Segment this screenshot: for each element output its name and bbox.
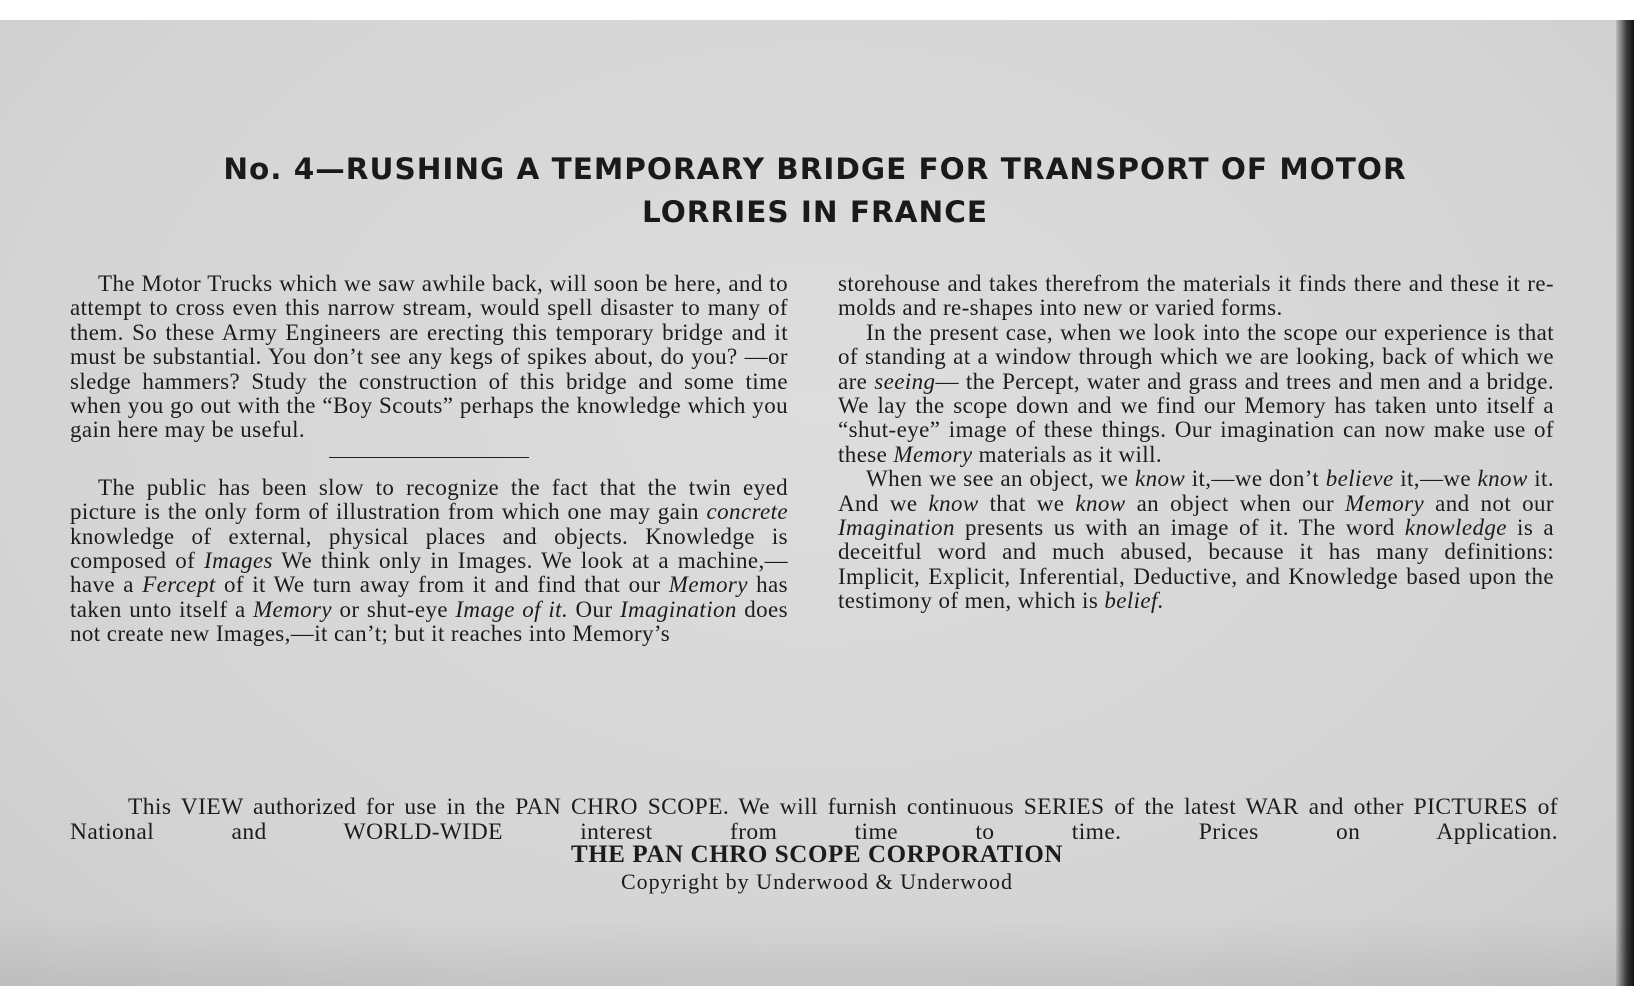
italic-term: Memory: [1345, 490, 1425, 516]
text-run: presents us with an image of it. The word: [954, 515, 1405, 541]
right-paragraph-2: [838, 321, 1554, 467]
text-run: When we see an object, we: [866, 466, 1135, 492]
italic-term: know: [928, 490, 979, 516]
italic-term: knowledge: [1404, 515, 1507, 541]
text-run: has taken unto itself a: [70, 572, 788, 622]
text-run: knowledge of external, physical places and objects. Knowledge is composed of: [70, 523, 788, 574]
authorization-notice: This VIEW authorized for use in the PAN CHRO SCOPE. We will furnish continuous SERIES of the latest WAR and other PICTURES of National and WORLD-WIDE interest from time to time. Prices on Application.: [70, 794, 1558, 845]
text-run: an object when our: [1125, 490, 1346, 516]
text-run: it,—we: [1393, 466, 1478, 492]
italic-term: Memory: [668, 572, 748, 598]
italic-term: Image of it.: [455, 596, 569, 622]
italic-term: Memory: [252, 596, 333, 622]
copyright-line: Copyright by Underwood & Underwood: [620, 869, 1014, 894]
card-title: [120, 148, 1510, 234]
text-run: — the Percept, water and grass and trees and men and a bridge. We lay the scope down and we find our Memory has taken unto itself a “shut-eye” image of these things. Our imagination can now make use of these: [838, 368, 1554, 467]
italic-term: seeing: [874, 368, 936, 394]
text-run: The public has been slow to recognize the fact that the twin eyed picture is the only form of illustration from which one may gain: [70, 474, 788, 525]
italic-term: know: [1477, 466, 1528, 492]
italic-term: Images: [204, 548, 273, 574]
card-title-line-1: No. 4—RUSHING A TEMPORARY BRIDGE FOR TRANSPORT OF MOTOR: [223, 152, 1407, 186]
italic-term: know: [1075, 490, 1126, 516]
italic-term: Memory: [893, 441, 973, 467]
italic-term: believe: [1325, 466, 1394, 492]
italic-term: Imagination: [838, 515, 955, 541]
text-run: Our: [568, 596, 620, 622]
section-divider: [329, 457, 529, 458]
text-run: that we: [978, 490, 1076, 516]
text-run: does not create new Images,—it can’t; but it reaches into Memory’s: [70, 596, 788, 647]
left-column: [70, 272, 788, 647]
italic-term: Imagination: [619, 596, 737, 622]
text-run: or shut-eye: [332, 596, 456, 622]
text-run: We think only in Images. We look at a machine,—have a: [70, 548, 788, 598]
card-bottom-shading: [0, 916, 1634, 986]
text-run: and not our: [1424, 490, 1554, 516]
italic-term: Fercept: [142, 572, 216, 598]
italic-term: know: [1134, 466, 1186, 492]
left-paragraph-1: The Motor Trucks which we saw awhile back, will soon be here, and to attempt to cross even this narrow stream, would spell disaster to many of them. So these Army Engineers are erecting this temporary bridge and it must be substantial. You don’t see any kegs of spikes about, do you? —or sledge hammers? Study the construction of this bridge and some time when you go out with the “Boy Scouts” perhaps the knowledge which you gain here may be useful.: [70, 271, 788, 443]
italic-term: belief.: [1104, 588, 1164, 614]
italic-term: concrete: [706, 499, 788, 525]
stereoview-card-back: [0, 20, 1634, 986]
text-run: In the present case, when we look into the scope our experience is that of standing at a window through which we are looking, back of which we are: [838, 319, 1554, 394]
text-run: it. And we: [838, 466, 1554, 516]
right-paragraph-1: storehouse and takes therefrom the materials it finds there and these it re-molds and re-shapes into new or varied forms.: [838, 271, 1554, 321]
text-run: materials as it will.: [972, 441, 1163, 467]
left-paragraph-2: [70, 476, 788, 647]
text-run: it,—we don’t: [1185, 466, 1326, 492]
text-run: of it We turn away from it and find that our: [215, 572, 669, 598]
card-title-line-2: LORRIES IN FRANCE: [641, 195, 989, 229]
right-paragraph-3: [838, 467, 1554, 613]
right-column: [838, 272, 1554, 614]
text-run: is a deceitful word and much abused, because it has many definitions: Implicit, Explicit, Inferential, Deductive, and Knowledge based upon the testimony of men, which is: [838, 515, 1554, 614]
publisher-name: THE PAN CHRO SCOPE CORPORATION: [570, 841, 1064, 868]
